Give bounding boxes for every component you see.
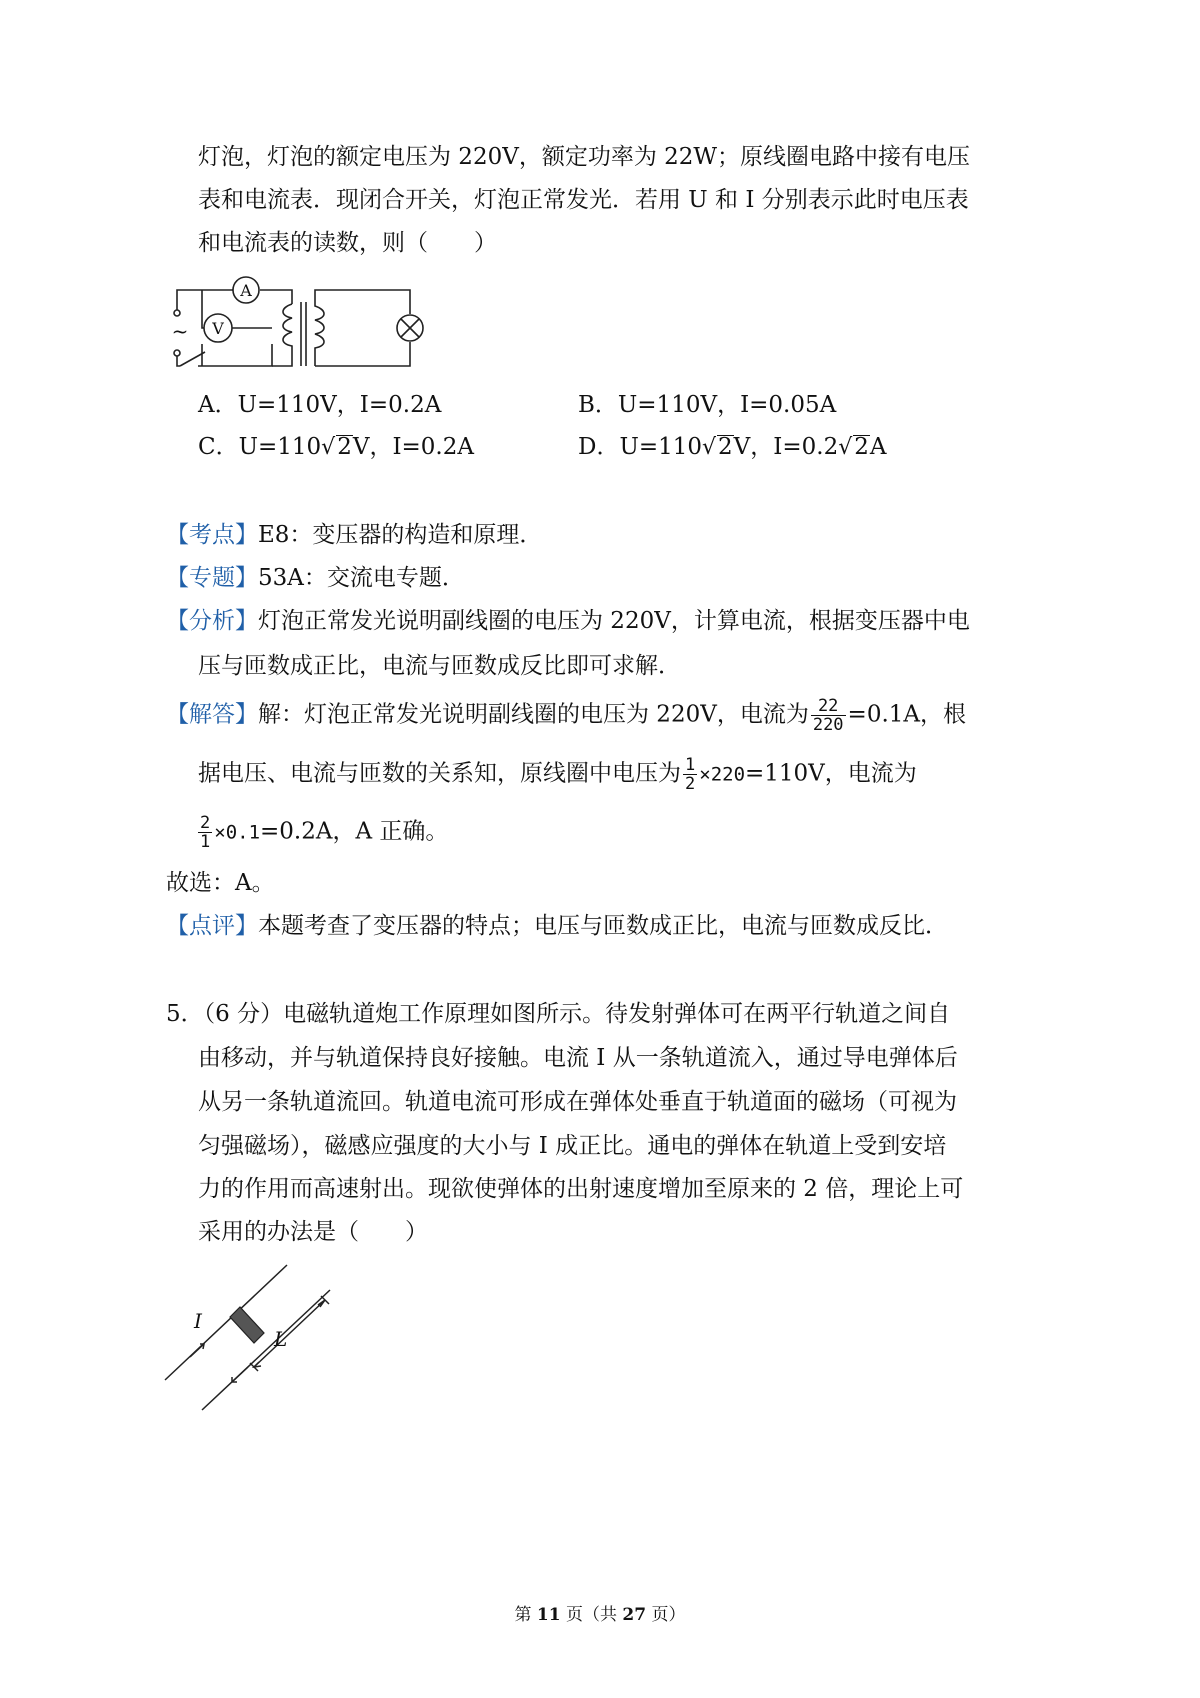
transformer-circuit-figure [160,266,430,376]
fenxi-line-1: 灯泡正常发光说明副线圈的电压为 220V，计算电流，根据变压器中电 [258,608,970,634]
fraction-denominator: 1 [200,832,211,852]
footer-middle: 页（共 [560,1605,623,1625]
q4-stem-line-3: 和电流表的读数，则（ ） [198,230,497,256]
option-c [198,432,474,463]
answer-choice: 故选：A。 [166,870,275,896]
kaodian-tag: 【考点】 [166,522,258,548]
fraction-22-over-220 [811,697,846,734]
q5-stem-line-6: 采用的办法是（ ） [198,1219,428,1245]
jieda-line-2-result: =110V，电流为 [745,760,917,787]
option-d-prefix: D．U=110 [578,434,702,460]
q5-stem-line-1: 5．（6 分）电磁轨道炮工作原理如图所示。待发射弹体可在两平行轨道之间自 [166,1001,951,1027]
dianping-text: 本题考查了变压器的特点；电压与匝数成正比，电流与匝数成反比． [258,913,948,939]
q5-stem-line-2: 由移动，并与轨道保持良好接触。电流 I 从一条轨道流入，通过导电弹体后 [198,1045,958,1071]
zhuanti-tag: 【专题】 [166,565,258,591]
fraction-numerator: 22 [811,697,846,716]
fenxi-section [166,606,970,636]
option-c-radicand: 2 [337,434,352,460]
option-d-middle: V，I=0.2 [733,434,839,460]
jieda-line-1-text: 解：灯泡正常发光说明副线圈的电压为 220V，电流为 [258,701,809,728]
current-page-number: 11 [536,1605,561,1625]
page-footer [0,1600,1200,1625]
sqrt-sign: √ [702,435,717,460]
current-label: I [194,1309,202,1333]
fraction-denominator: 2 [685,774,696,794]
total-page-number: 27 [622,1605,647,1625]
dianping-section [166,911,948,941]
fenxi-tag: 【分析】 [166,608,258,634]
option-c-prefix: C．U=110 [198,434,322,460]
railgun-figure [160,1260,360,1420]
sqrt-sign: √ [321,435,336,460]
jieda-line-3-result: =0.2A，A 正确。 [260,818,449,845]
jieda-tag: 【解答】 [166,701,258,728]
fenxi-line-2: 压与匝数成正比，电流与匝数成反比即可求解． [198,653,681,679]
q5-stem-line-5: 力的作用而高速射出。现欲使弹体的出射速度增加至原来的 2 倍，理论上可 [198,1176,964,1202]
jieda-line-3 [196,814,448,851]
option-d [578,432,887,463]
q4-stem-line-1: 灯泡，灯泡的额定电压为 220V，额定功率为 22W；原线圈电路中接有电压 [198,144,971,170]
jieda-line-2 [198,756,917,793]
option-d-suffix: A [869,434,887,460]
jieda-multiplier: ×0.1 [214,821,261,844]
kaodian-text: E8：变压器的构造和原理． [258,522,543,548]
dianping-tag: 【点评】 [166,913,258,939]
q5-stem-line-3: 从另一条轨道流回。轨道电流可形成在弹体处垂直于轨道面的磁场（可视为 [198,1089,957,1115]
length-label: L [274,1327,288,1351]
voltmeter-label: V [212,319,224,338]
jieda-line-2-text: 据电压、电流与匝数的关系知，原线圈中电压为 [198,760,681,787]
fraction-2-over-1 [198,814,212,851]
fraction-denominator: 220 [812,715,844,735]
zhuanti-text: 53A：交流电专题． [258,565,465,591]
zhuanti-section [166,563,465,593]
footer-suffix: 页） [646,1605,686,1625]
option-d-radicand-1: 2 [718,434,733,460]
jieda-line-1 [166,697,966,734]
ammeter-label: A [240,281,252,300]
fraction-numerator: 1 [685,755,696,775]
footer-prefix: 第 [514,1605,537,1625]
fraction-1-over-2 [683,756,697,793]
jieda-line-1-result: =0.1A，根 [847,701,967,728]
option-d-radicand-2: 2 [854,434,869,460]
kaodian-section [166,520,542,550]
option-c-suffix: V，I=0.2A [352,434,474,460]
option-b: B．U=110V，I=0.05A [578,392,837,418]
q4-stem-line-2: 表和电流表．现闭合开关，灯泡正常发光．若用 U 和 I 分别表示此时电压表 [198,187,969,213]
q5-stem-line-4: 匀强磁场），磁感应强度的大小与 I 成正比。通电的弹体在轨道上受到安培 [198,1133,947,1159]
fraction-numerator: 2 [200,813,211,833]
sqrt-sign: √ [838,435,853,460]
projectile [230,1307,264,1343]
ac-source-symbol: ~ [171,319,189,343]
option-a: A．U=110V，I=0.2A [198,392,442,418]
jieda-multiplier: ×220 [699,763,746,786]
